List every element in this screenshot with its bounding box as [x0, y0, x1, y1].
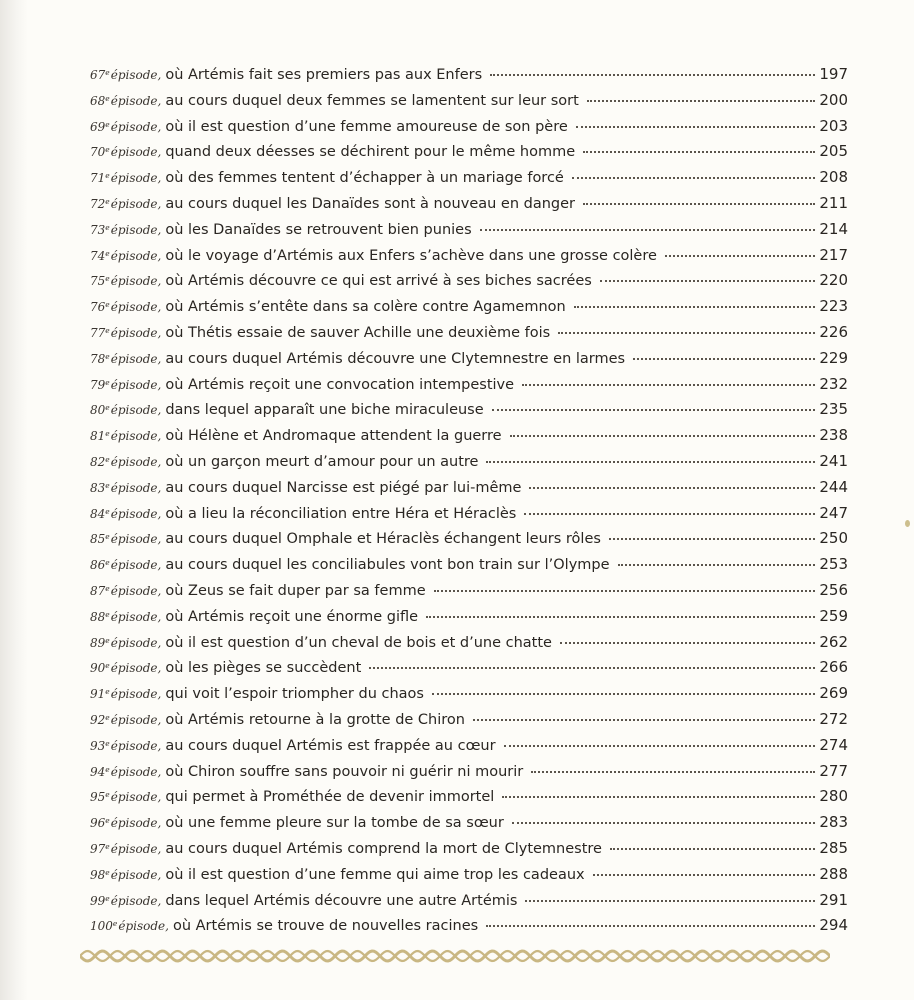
episode-ordinal-suffix: e — [105, 764, 110, 774]
dot-leader — [504, 744, 816, 747]
episode-word: épisode, — [110, 429, 162, 444]
page-number: 223 — [819, 297, 848, 316]
episode-ordinal-suffix: e — [105, 867, 110, 877]
episode-ordinal-suffix: e — [105, 325, 110, 335]
episode-title: qui permet à Prométhée de devenir immortel — [165, 789, 495, 806]
toc-entry — [90, 731, 848, 757]
episode-label — [90, 266, 161, 295]
toc-entry — [90, 524, 848, 550]
episode-ordinal-suffix: e — [105, 480, 110, 490]
dot-leader — [434, 589, 816, 592]
dot-leader — [600, 279, 816, 282]
toc-entry — [90, 241, 848, 267]
episode-number: 68 — [90, 93, 106, 108]
episode-word: épisode, — [110, 403, 162, 418]
episode-word: épisode, — [110, 222, 162, 237]
dot-leader — [525, 899, 815, 902]
toc-entry — [90, 860, 848, 886]
toc-entry — [90, 911, 848, 937]
page-number: 238 — [819, 426, 848, 445]
toc-entry — [90, 215, 848, 241]
episode-label — [90, 886, 161, 915]
episode-number: 84 — [90, 506, 106, 521]
toc-entry — [90, 137, 848, 163]
dot-leader — [593, 873, 816, 876]
episode-ordinal-suffix: e — [105, 403, 110, 413]
page-number: 262 — [819, 632, 848, 651]
episode-title: au cours duquel les Danaïdes sont à nouveau en danger — [165, 195, 576, 212]
episode-number: 93 — [90, 738, 106, 753]
episode-word: épisode, — [110, 687, 162, 702]
episode-title: où il est question d’une femme amoureuse de son père — [165, 118, 568, 135]
episode-word: épisode, — [110, 454, 162, 469]
page-number: 229 — [819, 348, 848, 367]
episode-label — [90, 782, 161, 811]
page-number: 259 — [819, 606, 848, 625]
dot-leader — [486, 924, 815, 927]
episode-ordinal-suffix: e — [105, 841, 110, 851]
episode-label — [90, 395, 161, 424]
episode-ordinal-suffix: e — [105, 583, 110, 593]
dot-leader — [522, 383, 815, 386]
dot-leader — [560, 641, 815, 644]
page-number: 235 — [819, 400, 848, 419]
dot-leader — [610, 847, 815, 850]
toc-entry — [90, 499, 848, 525]
dot-leader — [432, 692, 815, 695]
episode-label — [90, 757, 161, 786]
episode-word: épisode, — [110, 196, 162, 211]
episode-ordinal-suffix: e — [105, 300, 110, 310]
episode-label — [90, 60, 161, 89]
episode-number: 81 — [90, 429, 106, 444]
dot-leader — [558, 331, 815, 334]
episode-number: 95 — [90, 790, 106, 805]
episode-ordinal-suffix: e — [105, 790, 110, 800]
episode-number: 90 — [90, 661, 106, 676]
episode-word: épisode, — [110, 274, 162, 289]
wave-ornament-icon — [80, 944, 830, 968]
episode-number: 78 — [90, 351, 106, 366]
episode-word: épisode, — [110, 506, 162, 521]
episode-title: au cours duquel Artémis est frappée au cœur — [165, 737, 496, 754]
dot-leader — [587, 99, 816, 102]
episode-ordinal-suffix: e — [105, 145, 110, 155]
episode-number: 75 — [90, 274, 106, 289]
episode-title: où Artémis retourne à la grotte de Chiron — [165, 711, 465, 728]
episode-number: 92 — [90, 712, 106, 727]
episode-number: 74 — [90, 248, 106, 263]
episode-ordinal-suffix: e — [105, 119, 110, 129]
page-number: 253 — [819, 555, 848, 574]
page-number: 211 — [819, 193, 848, 212]
dot-leader — [574, 305, 816, 308]
episode-word: épisode, — [110, 171, 162, 186]
episode-ordinal-suffix: e — [105, 506, 110, 516]
episode-word: épisode, — [110, 377, 162, 392]
page-number: 220 — [819, 271, 848, 290]
episode-word: épisode, — [110, 119, 162, 134]
episode-title: où Artémis reçoit une énorme gifle — [165, 608, 419, 625]
toc-entry — [90, 60, 848, 86]
episode-label — [90, 679, 161, 708]
toc-entry — [90, 112, 848, 138]
episode-title: où a lieu la réconciliation entre Héra et Héraclès — [165, 505, 517, 522]
episode-title: où Artémis découvre ce qui est arrivé à ses biches sacrées — [165, 273, 592, 290]
episode-label — [90, 911, 169, 940]
episode-ordinal-suffix: e — [105, 635, 110, 645]
page-number: 205 — [819, 142, 848, 161]
episode-number: 98 — [90, 867, 106, 882]
episode-title: où les Danaïdes se retrouvent bien punies — [165, 221, 472, 238]
page-edge-shadow — [0, 0, 28, 1000]
page-number: 294 — [819, 916, 848, 935]
episode-title: au cours duquel Artémis comprend la mort de Clytemnestre — [165, 840, 602, 857]
episode-ordinal-suffix: e — [105, 196, 110, 206]
episode-ordinal-suffix: e — [105, 68, 110, 77]
episode-title: au cours duquel les conciliabules vont bon train sur l’Olympe — [165, 557, 610, 574]
dot-leader — [583, 150, 815, 153]
episode-title: où Chiron souffre sans pouvoir ni guérir ni mourir — [165, 763, 524, 780]
toc-entry — [90, 318, 848, 344]
episode-number: 80 — [90, 403, 106, 418]
toc-entry — [90, 473, 848, 499]
episode-number: 87 — [90, 583, 106, 598]
episode-word: épisode, — [110, 300, 162, 315]
episode-title: où une femme pleure sur la tombe de sa sœur — [165, 815, 504, 832]
page-number: 288 — [819, 864, 848, 883]
episode-label — [90, 292, 161, 321]
dot-leader — [529, 486, 815, 489]
episode-number: 94 — [90, 764, 106, 779]
episode-ordinal-suffix: e — [105, 93, 110, 103]
toc-entry — [90, 292, 848, 318]
episode-ordinal-suffix: e — [105, 454, 110, 464]
episode-label — [90, 473, 161, 502]
episode-word: épisode, — [110, 816, 162, 831]
episode-label — [90, 808, 161, 837]
dot-leader — [473, 718, 815, 721]
episode-number: 71 — [90, 171, 106, 186]
episode-label — [90, 834, 161, 863]
episode-number: 85 — [90, 532, 106, 547]
episode-number: 97 — [90, 841, 106, 856]
episode-word: épisode, — [110, 867, 162, 882]
episode-word: épisode, — [118, 919, 169, 934]
episode-number: 86 — [90, 558, 106, 573]
episode-number: 77 — [90, 325, 106, 340]
episode-label — [90, 550, 161, 579]
toc-entry — [90, 886, 848, 912]
episode-label — [90, 163, 161, 192]
episode-word: épisode, — [110, 145, 162, 160]
dot-leader — [583, 202, 815, 205]
dot-leader — [510, 434, 816, 437]
episode-label — [90, 731, 161, 760]
page-number: 197 — [819, 65, 848, 83]
episode-ordinal-suffix: e — [105, 661, 110, 671]
page-number: 232 — [819, 374, 848, 393]
dot-leader — [492, 408, 816, 411]
episode-title: au cours duquel Narcisse est piégé par lui-même — [165, 479, 522, 496]
page-number: 285 — [819, 838, 848, 857]
toc-entry — [90, 808, 848, 834]
episode-word: épisode, — [110, 764, 162, 779]
toc-entry — [90, 705, 848, 731]
episode-ordinal-suffix: e — [105, 248, 110, 258]
episode-title: où Thétis essaie de sauver Achille une deuxième fois — [165, 324, 551, 341]
toc-entry — [90, 86, 848, 112]
episode-number: 100 — [90, 919, 113, 934]
toc-entry — [90, 163, 848, 189]
episode-label — [90, 215, 161, 244]
toc-entry — [90, 189, 848, 215]
page-number: 214 — [819, 219, 848, 238]
episode-title: qui voit l’espoir triompher du chaos — [165, 686, 424, 703]
dot-leader — [609, 537, 815, 540]
dot-leader — [633, 357, 815, 360]
page-number: 241 — [819, 451, 848, 470]
page-number: 247 — [819, 503, 848, 522]
episode-ordinal-suffix: e — [105, 222, 110, 232]
episode-ordinal-suffix: e — [105, 712, 110, 722]
episode-word: épisode, — [110, 893, 162, 908]
episode-label — [90, 318, 161, 347]
toc-entry — [90, 834, 848, 860]
episode-title: où Artémis fait ses premiers pas aux Enfers — [165, 67, 483, 83]
episode-ordinal-suffix: e — [105, 429, 110, 439]
dot-leader — [480, 228, 816, 231]
toc-entry — [90, 653, 848, 679]
episode-number: 73 — [90, 222, 106, 237]
page-number: 217 — [819, 245, 848, 264]
episode-word: épisode, — [110, 635, 162, 650]
page-number: 283 — [819, 813, 848, 832]
episode-word: épisode, — [110, 609, 162, 624]
page-number: 244 — [819, 477, 848, 496]
episode-number: 96 — [90, 816, 106, 831]
episode-title: où il est question d’un cheval de bois et d’une chatte — [165, 634, 552, 651]
episode-word: épisode, — [110, 738, 162, 753]
episode-number: 70 — [90, 145, 106, 160]
episode-word: épisode, — [110, 248, 162, 263]
episode-title: dans lequel apparaît une biche miraculeuse — [165, 402, 484, 419]
toc-entry — [90, 266, 848, 292]
episode-word: épisode, — [110, 480, 162, 495]
episode-label — [90, 421, 161, 450]
episode-number: 91 — [90, 687, 106, 702]
episode-label — [90, 112, 161, 141]
dot-leader — [524, 512, 815, 515]
episode-label — [90, 576, 161, 605]
episode-word: épisode, — [110, 68, 162, 82]
episode-number: 76 — [90, 300, 106, 315]
dot-leader — [502, 795, 815, 798]
episode-label — [90, 628, 161, 657]
toc-entry — [90, 421, 848, 447]
toc-entry — [90, 628, 848, 654]
episode-label — [90, 653, 161, 682]
episode-title: où Artémis se trouve de nouvelles racines — [172, 918, 479, 935]
dot-leader — [531, 770, 815, 773]
episode-ordinal-suffix: e — [105, 687, 110, 697]
episode-label — [90, 86, 161, 115]
page-number: 250 — [819, 529, 848, 548]
toc-entry — [90, 395, 848, 421]
page-number: 280 — [819, 787, 848, 806]
page-number: 200 — [819, 90, 848, 109]
episode-ordinal-suffix: e — [105, 532, 110, 542]
episode-word: épisode, — [110, 583, 162, 598]
table-of-contents — [90, 60, 848, 937]
episode-label — [90, 860, 161, 889]
episode-label — [90, 499, 161, 528]
toc-entry — [90, 344, 848, 370]
page-number: 269 — [819, 684, 848, 703]
episode-number: 72 — [90, 196, 106, 211]
dot-leader — [618, 563, 816, 566]
episode-title: dans lequel Artémis découvre une autre Artémis — [165, 892, 518, 909]
episode-ordinal-suffix: e — [105, 609, 110, 619]
page-number: 256 — [819, 580, 848, 599]
episode-title: où des femmes tentent d’échapper à un mariage forcé — [165, 170, 564, 187]
episode-word: épisode, — [110, 841, 162, 856]
toc-entry — [90, 447, 848, 473]
episode-label — [90, 447, 161, 476]
episode-title: quand deux déesses se déchirent pour le même homme — [165, 144, 576, 161]
episode-label — [90, 189, 161, 218]
episode-word: épisode, — [110, 661, 162, 676]
episode-title: au cours duquel deux femmes se lamentent sur leur sort — [165, 92, 579, 109]
page-number: 274 — [819, 735, 848, 754]
episode-number: 89 — [90, 635, 106, 650]
episode-word: épisode, — [110, 532, 162, 547]
page-number: 272 — [819, 709, 848, 728]
episode-number: 83 — [90, 480, 106, 495]
toc-entry — [90, 782, 848, 808]
dot-leader — [486, 460, 815, 463]
episode-title: où le voyage d’Artémis aux Enfers s’achève dans une grosse colère — [165, 247, 657, 264]
episode-title: où il est question d’une femme qui aime trop les cadeaux — [165, 866, 585, 883]
toc-entry — [90, 757, 848, 783]
episode-ordinal-suffix: e — [105, 738, 110, 748]
episode-number: 82 — [90, 454, 106, 469]
dot-leader — [369, 666, 815, 669]
episode-number: 67 — [90, 68, 106, 82]
episode-ordinal-suffix: e — [105, 351, 110, 361]
episode-word: épisode, — [110, 712, 162, 727]
episode-title: au cours duquel Omphale et Héraclès échangent leurs rôles — [165, 531, 601, 548]
episode-title: où Artémis s’entête dans sa colère contre Agamemnon — [165, 299, 566, 316]
episode-number: 88 — [90, 609, 106, 624]
episode-title: au cours duquel Artémis découvre une Clytemnestre en larmes — [165, 350, 626, 367]
episode-number: 79 — [90, 377, 106, 392]
dot-leader — [426, 615, 815, 618]
episode-ordinal-suffix: e — [105, 558, 110, 568]
episode-label — [90, 705, 161, 734]
episode-word: épisode, — [110, 93, 162, 108]
dot-leader — [572, 176, 816, 179]
page-number: 226 — [819, 322, 848, 341]
dot-leader — [576, 125, 816, 128]
episode-ordinal-suffix: e — [105, 377, 110, 387]
toc-entry — [90, 550, 848, 576]
page-number: 266 — [819, 658, 848, 677]
episode-ordinal-suffix: e — [105, 893, 110, 903]
episode-label — [90, 602, 161, 631]
dot-leader — [512, 821, 816, 824]
episode-ordinal-suffix: e — [105, 171, 110, 181]
episode-ordinal-suffix: e — [112, 919, 118, 929]
episode-label — [90, 137, 161, 166]
page-number: 277 — [819, 761, 848, 780]
episode-title: où un garçon meurt d’amour pour un autre — [165, 453, 479, 470]
episode-ordinal-suffix: e — [105, 816, 110, 826]
toc-entry — [90, 576, 848, 602]
toc-entry — [90, 370, 848, 396]
episode-label — [90, 344, 161, 373]
episode-number: 99 — [90, 893, 106, 908]
episode-label — [90, 241, 161, 270]
episode-word: épisode, — [110, 325, 162, 340]
toc-entry — [90, 679, 848, 705]
episode-title: où Hélène et Andromaque attendent la guerre — [165, 428, 502, 445]
episode-label — [90, 524, 161, 553]
episode-number: 69 — [90, 119, 106, 134]
page-number: 291 — [819, 890, 848, 909]
episode-title: où les pièges se succèdent — [165, 660, 362, 677]
episode-word: épisode, — [110, 351, 162, 366]
page-number: 203 — [819, 116, 848, 135]
paper-speck — [905, 520, 910, 527]
episode-word: épisode, — [110, 558, 162, 573]
dot-leader — [665, 254, 815, 257]
toc-entry — [90, 602, 848, 628]
episode-title: où Artémis reçoit une convocation intempestive — [165, 376, 515, 393]
episode-title: où Zeus se fait duper par sa femme — [165, 582, 426, 599]
page-number: 208 — [819, 168, 848, 187]
dot-leader — [490, 73, 815, 76]
episode-label — [90, 370, 161, 399]
episode-word: épisode, — [110, 790, 162, 805]
episode-ordinal-suffix: e — [105, 274, 110, 284]
